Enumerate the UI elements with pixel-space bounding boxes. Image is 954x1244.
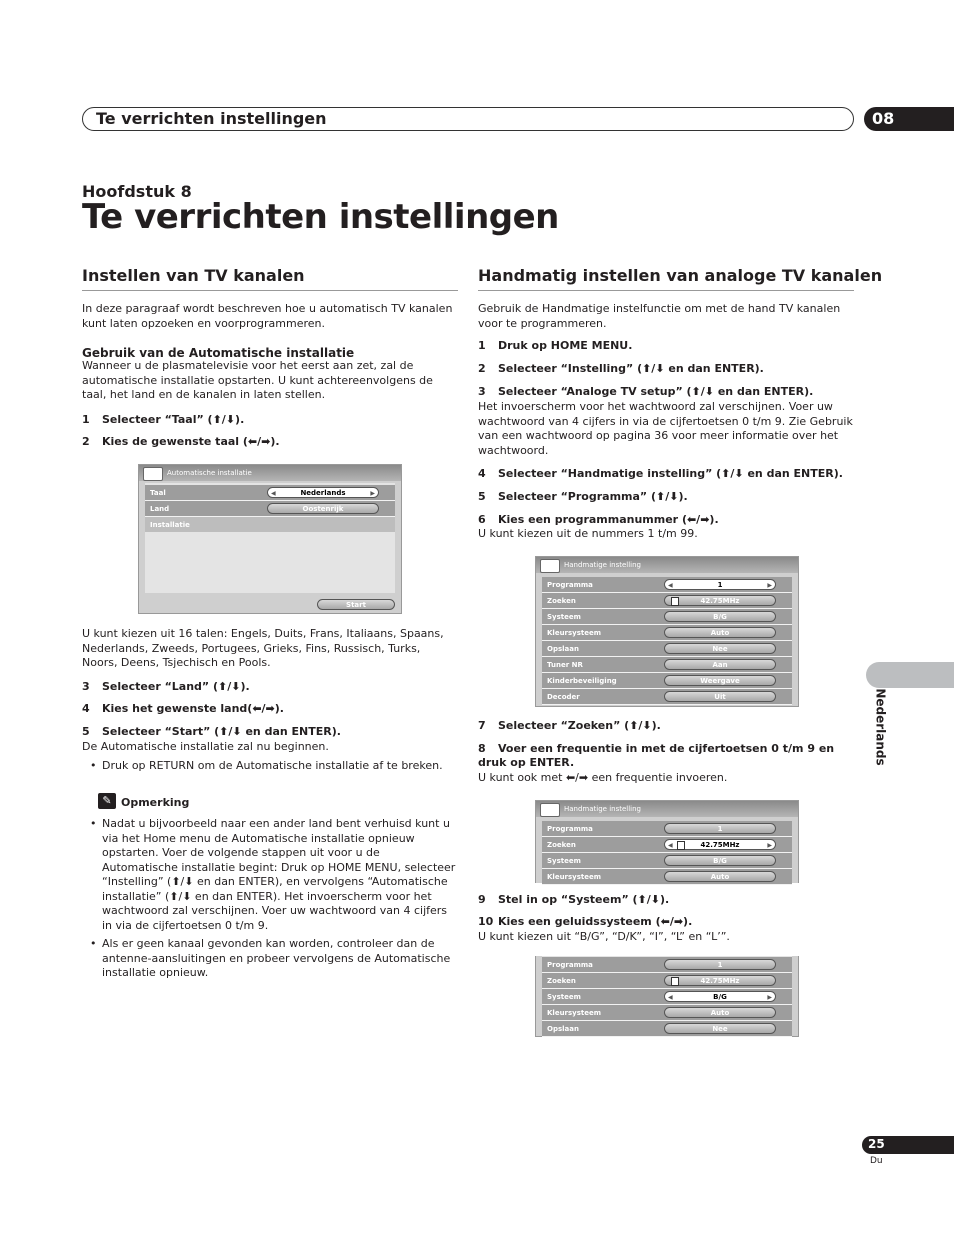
step-5: 5 Selecteer “Start” (⬆/⬇ en dan ENTER). <box>82 725 341 738</box>
s2-programma-value[interactable]: 1 <box>664 823 776 834</box>
s1-systeem-value[interactable]: B/G <box>664 611 776 622</box>
s1-row-tuner[interactable]: Tuner NR Aan <box>542 657 792 673</box>
tv-icon <box>540 559 560 573</box>
pencil-icon: ✎ <box>98 793 116 809</box>
left-rule <box>82 290 458 291</box>
r-step-2: 2 Selecteer “Instelling” (⬆/⬇ en dan ENTER). <box>478 362 764 375</box>
password-text: Het invoerscherm voor het wachtwoord zal verschijnen. Voer uw wachtwoord van 4 cijfers in via de cijfertoetsen 0 t/m 9. Zie Gebruik van een wachtwoord op pagina 36 voor meer informatie over het wachtwoord. <box>478 400 853 457</box>
step-2: 2 Kies de gewenste taal (⬅/➡). <box>82 435 280 448</box>
s2-row-kleursysteem[interactable]: Kleursysteem Auto <box>542 869 792 885</box>
right-rule <box>478 290 854 291</box>
s1-programma-value[interactable]: ◀ 1 ▶ <box>664 579 776 590</box>
frequency-icon <box>671 597 679 606</box>
languages-text: U kunt kiezen uit 16 talen: Engels, Duits, Frans, Italiaans, Spaans, Nederlands, Zweeds, Portugees, Grieks, Fins, Russisch, Turks, Noors, Deens, Tsjechisch en Pools. <box>82 627 444 669</box>
left-heading: Instellen van TV kanalen <box>82 266 305 285</box>
r-step-4: 4 Selecteer “Handmatige instelling” (⬆/⬇ en dan ENTER). <box>478 467 843 480</box>
menu-row-installatie: Installatie <box>145 517 395 532</box>
r-step-5: 5 Selecteer “Programma” (⬆/⬇). <box>478 490 688 503</box>
step-3: 3 Selecteer “Land” (⬆/⬇). <box>82 680 250 693</box>
screen-titlebar <box>139 465 401 481</box>
s3-kleursysteem-value[interactable]: Auto <box>664 1007 776 1018</box>
taal-value[interactable]: ◀ Nederlands ▶ <box>267 487 379 498</box>
auto-install-screen <box>138 464 402 614</box>
header-title: Te verrichten instellingen <box>96 109 327 128</box>
range-text: U kunt kiezen uit de nummers 1 t/m 99. <box>478 527 698 540</box>
s1-decoder-value[interactable]: Uit <box>664 691 776 702</box>
s1-zoeken-value[interactable]: 42.75MHz <box>664 595 776 606</box>
s1-tuner-value[interactable]: Aan <box>664 659 776 670</box>
s1-row-zoeken[interactable]: Zoeken 42.75MHz <box>542 593 792 609</box>
s2-row-programma[interactable]: Programma 1 <box>542 821 792 837</box>
s3-programma-value[interactable]: 1 <box>664 959 776 970</box>
s3-row-programma[interactable]: Programma 1 <box>542 957 792 973</box>
s2-systeem-value[interactable]: B/G <box>664 855 776 866</box>
chapter-label: Hoofdstuk 8 <box>82 182 192 201</box>
menu-row-taal[interactable]: Taal ◀ Nederlands ▶ <box>145 485 395 501</box>
s3-zoeken-value[interactable]: 42.75MHz <box>664 975 776 986</box>
note-list <box>82 817 458 981</box>
s3-systeem-value[interactable]: ◀ B/G ▶ <box>664 991 776 1002</box>
note-item-2: • Als er geen kanaal gevonden kan worden, controleer dan de antenne-aansluitingen en probeer vervolgens de Automatische installatie opnieuw. <box>82 937 458 981</box>
page-language-code: Du <box>870 1156 883 1166</box>
s1-kinderbeveiliging-value[interactable]: Weergave <box>664 675 776 686</box>
start-button[interactable]: Start <box>317 599 395 610</box>
step-1: 1 Selecteer “Taal” (⬆/⬇). <box>82 413 245 426</box>
manual-setup-screen-2 <box>535 800 799 883</box>
right-intro: Gebruik de Handmatige instelfunctie om met de hand TV kanalen voor te programmeren. <box>478 302 841 330</box>
s1-kleursysteem-value[interactable]: Auto <box>664 627 776 638</box>
left-intro: In deze paragraaf wordt beschreven hoe u automatisch TV kanalen kunt laten opzoeken en voorprogrammeren. <box>82 302 453 330</box>
language-side-label: Nederlands <box>873 688 888 766</box>
page-number: 25 <box>862 1136 954 1154</box>
sys-text: U kunt kiezen uit “B/G”, “D/K”, “I”, “L” en “L’”. <box>478 930 730 943</box>
manual-setup-screen-3 <box>535 956 799 1037</box>
r-step-10: 10 Kies een geluidssysteem (⬅/➡). <box>478 915 693 928</box>
chapter-badge: 08 <box>864 107 954 131</box>
freq-text: U kunt ook met ⬅/➡ een frequentie invoeren. <box>478 771 728 784</box>
note-item-1: • Nadat u bijvoorbeeld naar een ander land bent verhuisd kunt u via het Home menu de Automatische installatie opnieuw opstarten. Voer de volgende stappen uit voor u de Automatische installatie begint: Druk op HOME MENU, selecteer “Instelling” (⬆/⬇ en dan ENTER), en vervolgens “Automatische installatie” (⬆/⬇ en dan ENTER). Het invoerscherm voor het wachtwoord zal verschijnen. Voer uw wachtwoord van 4 cijfers in via de cijfertoetsen 0 t/m 9. <box>82 817 458 933</box>
return-bullet <box>82 759 458 774</box>
s1-row-systeem[interactable]: Systeem B/G <box>542 609 792 625</box>
s2-zoeken-value[interactable]: ◀ 42.75MHz ▶ <box>664 839 776 850</box>
screen2-titlebar <box>536 801 798 817</box>
s2-row-systeem[interactable]: Systeem B/G <box>542 853 792 869</box>
s1-row-decoder[interactable]: Decoder Uit <box>542 689 792 705</box>
screen1-body <box>542 577 792 705</box>
return-bullet-text: • Druk op RETURN om de Automatische installatie af te breken. <box>82 759 458 774</box>
menu-row-land[interactable]: Land Oostenrijk <box>145 501 395 517</box>
r-step-3: 3 Selecteer “Analoge TV setup” (⬆/⬇ en dan ENTER). <box>478 385 814 398</box>
begin-text: De Automatische installatie zal nu beginnen. <box>82 740 329 753</box>
r-step-6: 6 Kies een programmanummer (⬅/➡). <box>478 513 719 526</box>
screen2-title: Handmatige instelling <box>564 805 641 813</box>
screen-title: Automatische installatie <box>167 469 252 477</box>
s3-opslaan-value[interactable]: Nee <box>664 1023 776 1034</box>
r-step-1: 1 Druk op HOME MENU. <box>478 339 633 352</box>
screen-body <box>145 483 395 593</box>
left-sub-text: Wanneer u de plasmatelevisie voor het eerst aan zet, zal de automatische installatie opstarten. U kunt achtereenvolgens de taal, het land en de kanalen in laten stellen. <box>82 359 433 401</box>
note-title: Opmerking <box>121 796 190 809</box>
screen3-body <box>542 956 792 1037</box>
s1-row-kinderbeveiliging[interactable]: Kinderbeveiliging Weergave <box>542 673 792 689</box>
right-heading: Handmatig instellen van analoge TV kanalen <box>478 266 883 285</box>
language-side-tab <box>866 662 954 688</box>
screen1-title: Handmatige instelling <box>564 561 641 569</box>
frequency-icon <box>677 841 685 850</box>
land-value[interactable]: Oostenrijk <box>267 503 379 514</box>
left-subheading: Gebruik van de Automatische installatie <box>82 346 355 360</box>
s1-row-programma[interactable]: Programma ◀ 1 ▶ <box>542 577 792 593</box>
tv-icon <box>143 467 163 481</box>
s3-row-zoeken[interactable]: Zoeken 42.75MHz <box>542 973 792 989</box>
s1-row-opslaan[interactable]: Opslaan Nee <box>542 641 792 657</box>
frequency-icon <box>671 977 679 986</box>
page-title: Te verrichten instellingen <box>82 197 559 237</box>
s2-kleursysteem-value[interactable]: Auto <box>664 871 776 882</box>
manual-setup-screen <box>535 556 799 707</box>
s3-row-kleursysteem[interactable]: Kleursysteem Auto <box>542 1005 792 1021</box>
s3-row-opslaan[interactable]: Opslaan Nee <box>542 1021 792 1037</box>
screen2-body <box>542 821 792 884</box>
r-step-9: 9 Stel in op “Systeem” (⬆/⬇). <box>478 893 670 906</box>
s2-row-zoeken[interactable]: Zoeken ◀ 42.75MHz ▶ <box>542 837 792 853</box>
tv-icon <box>540 803 560 817</box>
s1-row-kleursysteem[interactable]: Kleursysteem Auto <box>542 625 792 641</box>
r-step-7: 7 Selecteer “Zoeken” (⬆/⬇). <box>478 719 661 732</box>
screen1-titlebar <box>536 557 798 573</box>
s3-row-systeem[interactable]: Systeem ◀ B/G ▶ <box>542 989 792 1005</box>
r-step-8: 8 Voer een frequentie in met de cijfertoetsen 0 t/m 9 en druk op ENTER. <box>478 742 835 769</box>
s1-opslaan-value[interactable]: Nee <box>664 643 776 654</box>
step-4: 4 Kies het gewenste land(⬅/➡). <box>82 702 284 715</box>
